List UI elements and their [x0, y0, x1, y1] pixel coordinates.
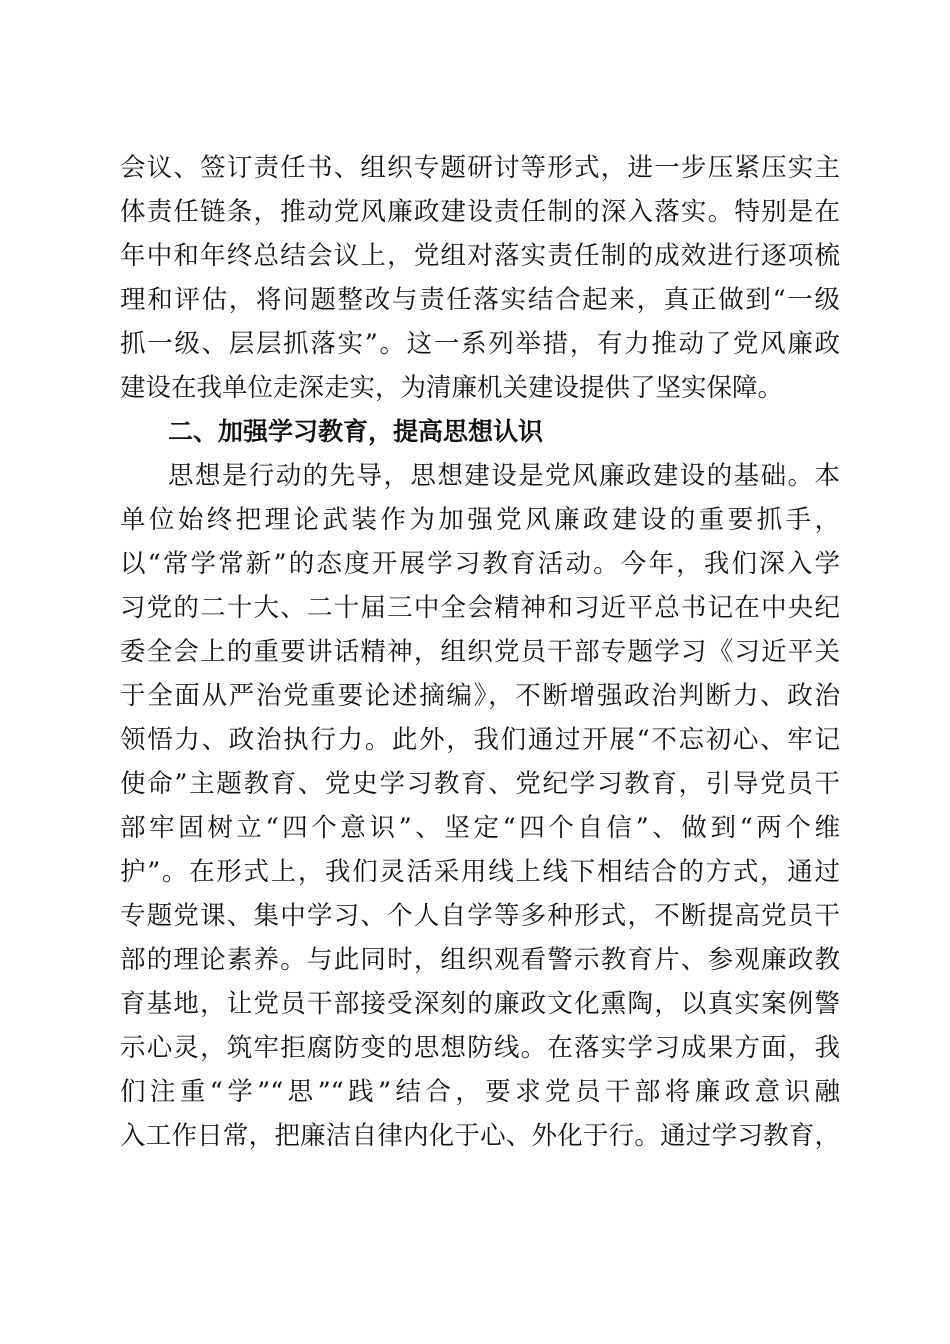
paragraph-2-line-13: 育基地，让党员干部接受深刻的廉政文化熏陶，以真实案例警 [120, 989, 840, 1019]
paragraph-2-line-14: 示心灵，筑牢拒腐防变的思想防线。在落实学习成果方面，我 [120, 1033, 840, 1063]
paragraph-2-line-1: 思想是行动的先导，思想建设是党风廉政建设的基础。本 [168, 461, 840, 491]
paragraph-1-line-1: 会议、签订责任书、组织专题研讨等形式，进一步压紧压实主 [120, 153, 840, 183]
paragraph-2-line-15: 们注重“学”“思”“践”结合，要求党员干部将廉政意识融 [120, 1077, 840, 1107]
paragraph-2-line-11: 专题党课、集中学习、个人自学等多种形式，不断提高党员干 [120, 901, 840, 931]
paragraph-1-line-3: 年中和年终总结会议上，党组对落实责任制的成效进行逐项梳 [120, 241, 840, 271]
paragraph-2-line-10: 护”。在形式上，我们灵活采用线上线下相结合的方式，通过 [120, 857, 840, 887]
paragraph-2-line-4: 习党的二十大、二十届三中全会精神和习近平总书记在中央纪 [120, 593, 840, 623]
paragraph-1-line-6: 建设在我单位走深走实，为清廉机关建设提供了坚实保障。 [120, 373, 784, 403]
paragraph-2-line-9: 部牢固树立“四个意识”、坚定“四个自信”、做到“两个维 [120, 813, 840, 843]
paragraph-1-line-4: 理和评估，将问题整改与责任落实结合起来，真正做到“一级 [120, 285, 840, 315]
paragraph-2-line-12: 部的理论素养。与此同时，组织观看警示教育片、参观廉政教 [120, 945, 840, 975]
paragraph-2-line-3: 以“常学常新”的态度开展学习教育活动。今年，我们深入学 [120, 549, 840, 579]
paragraph-2-line-8: 使命”主题教育、党史学习教育、党纪学习教育，引导党员干 [120, 769, 840, 799]
paragraph-2-line-16: 入工作日常，把廉洁自律内化于心、外化于行。通过学习教育， [120, 1121, 840, 1151]
paragraph-2-line-6: 于全面从严治党重要论述摘编》，不断增强政治判断力、政治 [120, 681, 840, 711]
paragraph-1-line-5: 抓一级、层层抓落实”。这一系列举措，有力推动了党风廉政 [120, 329, 840, 359]
paragraph-1-line-2: 体责任链条，推动党风廉政建设责任制的深入落实。特别是在 [120, 197, 840, 227]
paragraph-2-line-2: 单位始终把理论武装作为加强党风廉政建设的重要抓手， [120, 505, 840, 535]
section-heading: 二、加强学习教育，提高思想认识 [168, 417, 544, 446]
paragraph-2-line-7: 领悟力、政治执行力。此外，我们通过开展“不忘初心、牢记 [120, 725, 840, 755]
paragraph-2-line-5: 委全会上的重要讲话精神，组织党员干部专题学习《习近平关 [120, 637, 840, 667]
